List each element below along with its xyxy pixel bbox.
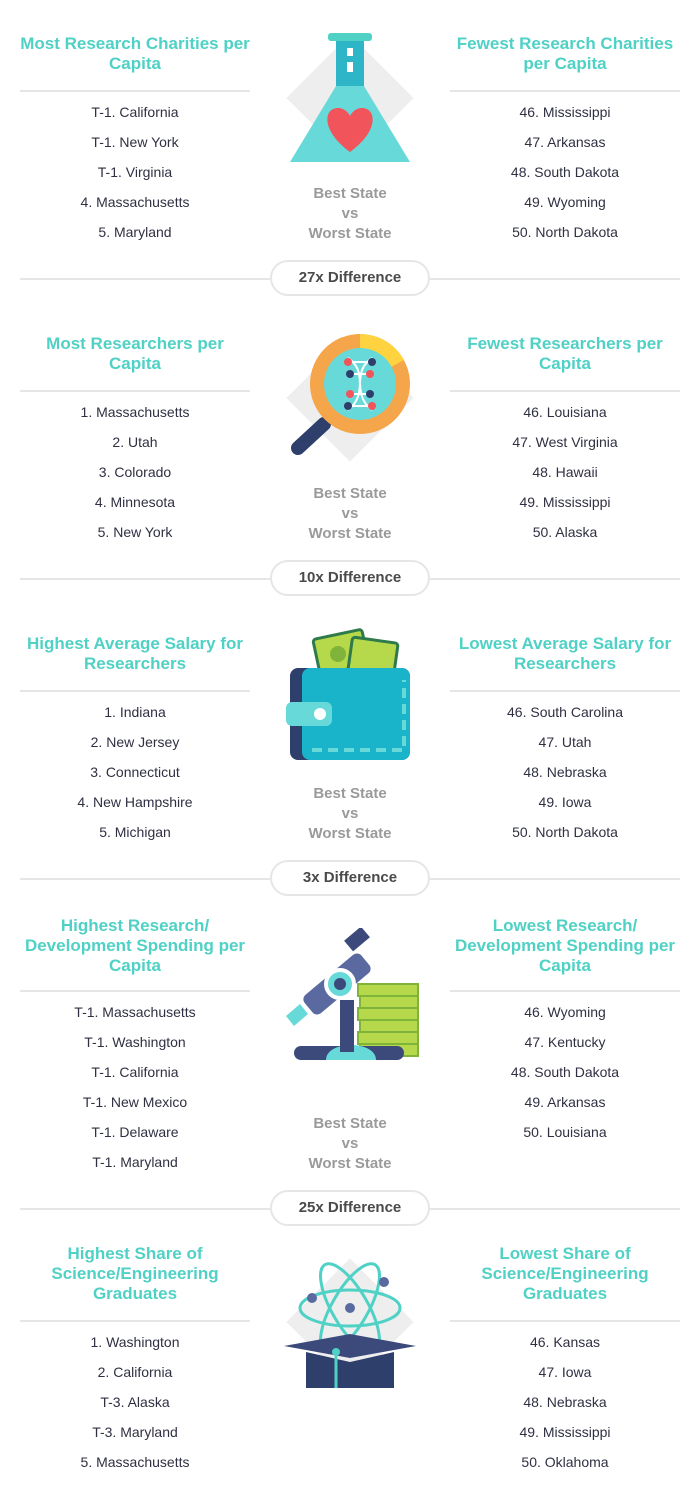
magnifier-dna-icon [280,328,420,468]
list-item: T-1. Massachusetts [74,1004,196,1020]
list-item: 50. Alaska [532,524,598,540]
list-item: 46. Wyoming [524,1004,606,1020]
list-item: T-1. New Mexico [82,1094,188,1110]
list-item: 47. Utah [538,734,592,750]
list-item: T-3. Maryland [92,1424,178,1440]
list-item: T-1. California [91,1064,179,1080]
difference-divider [0,559,700,599]
right-list [450,997,680,1147]
divider [20,1320,250,1322]
bvw-line: vs [341,1135,359,1152]
list-item: T-1. Washington [84,1034,186,1050]
list-item: 48. South Dakota [510,164,620,180]
left-title: Most Researchers per Capita [46,334,224,373]
left-list [20,697,250,847]
list-item: 47. Kentucky [524,1034,606,1050]
left-column [20,30,250,247]
left-column [20,330,250,547]
right-column [450,330,680,547]
left-title: Highest Average Salary for Researchers [26,634,244,673]
difference-badge: 10x Difference [270,560,430,596]
list-item: 48. South Dakota [510,1064,620,1080]
right-list [450,1327,680,1477]
right-column [450,630,680,847]
bvw-line: vs [341,205,359,222]
list-item: 5. Massachusetts [80,1454,190,1470]
list-item: 48. Nebraska [523,1394,607,1410]
list-item: 5. Maryland [98,224,172,240]
right-list [450,697,680,847]
atom-graduation-cap-icon [280,1252,420,1392]
bvw-line: vs [341,505,359,522]
list-item: 49. Mississippi [519,1424,611,1440]
list-item: 50. Oklahoma [521,1454,609,1470]
bvw-line: Best State [313,785,387,802]
difference-divider [0,1189,700,1229]
difference-badge: 25x Difference [270,1190,430,1226]
divider [450,1320,680,1322]
list-item: 49. Mississippi [519,494,611,510]
list-item: T-1. Virginia [97,164,173,180]
list-item: 50. North Dakota [512,824,618,840]
bvw-line: Worst State [308,1155,392,1172]
difference-divider [0,859,700,899]
list-item: 2. New Jersey [90,734,180,750]
list-item: 46. Louisiana [523,404,607,420]
list-item: 49. Iowa [538,794,592,810]
microscope-money-icon [280,928,420,1068]
list-item: 2. California [97,1364,173,1380]
list-item: 4. New Hampshire [77,794,193,810]
divider [20,990,250,992]
list-item: 1. Indiana [104,704,166,720]
list-item: T-1. California [91,104,179,120]
list-item: T-1. New York [91,134,179,150]
list-item: T-1. Delaware [91,1124,179,1140]
best-vs-worst-label [275,1114,425,1174]
right-title: Lowest Research/ Development Spending per Capita [454,916,676,975]
list-item: 49. Arkansas [524,1094,606,1110]
left-list [20,997,250,1177]
divider [450,690,680,692]
list-item: 48. Hawaii [532,464,598,480]
divider [450,990,680,992]
list-item: 4. Minnesota [94,494,176,510]
left-column [20,630,250,847]
divider [20,690,250,692]
list-item: 50. Louisiana [523,1124,607,1140]
list-item: 1. Washington [90,1334,180,1350]
left-list [20,1327,250,1477]
bvw-line: Best State [313,185,387,202]
right-list [450,397,680,547]
list-item: 50. North Dakota [512,224,618,240]
list-item: 4. Massachusetts [80,194,190,210]
list-item: 47. West Virginia [512,434,618,450]
list-item: 2. Utah [112,434,158,450]
right-title: Lowest Average Salary for Researchers [458,634,672,673]
best-vs-worst-label [275,784,425,844]
list-item: 3. Colorado [98,464,172,480]
list-item: T-3. Alaska [100,1394,170,1410]
right-column [450,30,680,247]
right-title: Lowest Share of Science/Engineering Graduates [481,1244,649,1303]
wallet-money-icon [280,628,420,768]
flask-heart-icon [280,28,420,168]
list-item: 47. Arkansas [524,134,606,150]
list-item: T-1. Maryland [92,1154,178,1170]
right-title: Fewest Research Charities per Capita [456,34,674,73]
difference-divider [0,259,700,299]
divider [20,90,250,92]
right-column [450,914,680,1147]
bvw-line: vs [341,805,359,822]
list-item: 5. New York [97,524,173,540]
divider [450,90,680,92]
list-item: 3. Connecticut [90,764,180,780]
bvw-line: Worst State [308,525,392,542]
left-list [20,397,250,547]
bvw-line: Best State [313,485,387,502]
list-item: 46. South Carolina [507,704,623,720]
left-list [20,97,250,247]
list-item: 47. Iowa [538,1364,592,1380]
divider [20,390,250,392]
bvw-line: Best State [313,1115,387,1132]
right-column [450,1242,680,1477]
bvw-line: Worst State [308,825,392,842]
list-item: 1. Massachusetts [80,404,190,420]
list-item: 46. Mississippi [519,104,611,120]
left-title: Highest Share of Science/Engineering Graduates [51,1244,219,1303]
list-item: 49. Wyoming [524,194,606,210]
right-list [450,97,680,247]
right-title: Fewest Researchers per Capita [467,334,663,373]
list-item: 48. Nebraska [523,764,607,780]
left-column [20,914,250,1177]
difference-badge: 3x Difference [270,860,430,896]
left-column [20,1242,250,1477]
best-vs-worst-label [275,184,425,244]
list-item: 5. Michigan [99,824,171,840]
difference-badge: 27x Difference [270,260,430,296]
best-vs-worst-label [275,484,425,544]
list-item: 46. Kansas [529,1334,601,1350]
left-title: Most Research Charities per Capita [20,34,250,73]
bvw-line: Worst State [308,225,392,242]
left-title: Highest Research/ Development Spending per Capita [24,916,246,975]
divider [450,390,680,392]
